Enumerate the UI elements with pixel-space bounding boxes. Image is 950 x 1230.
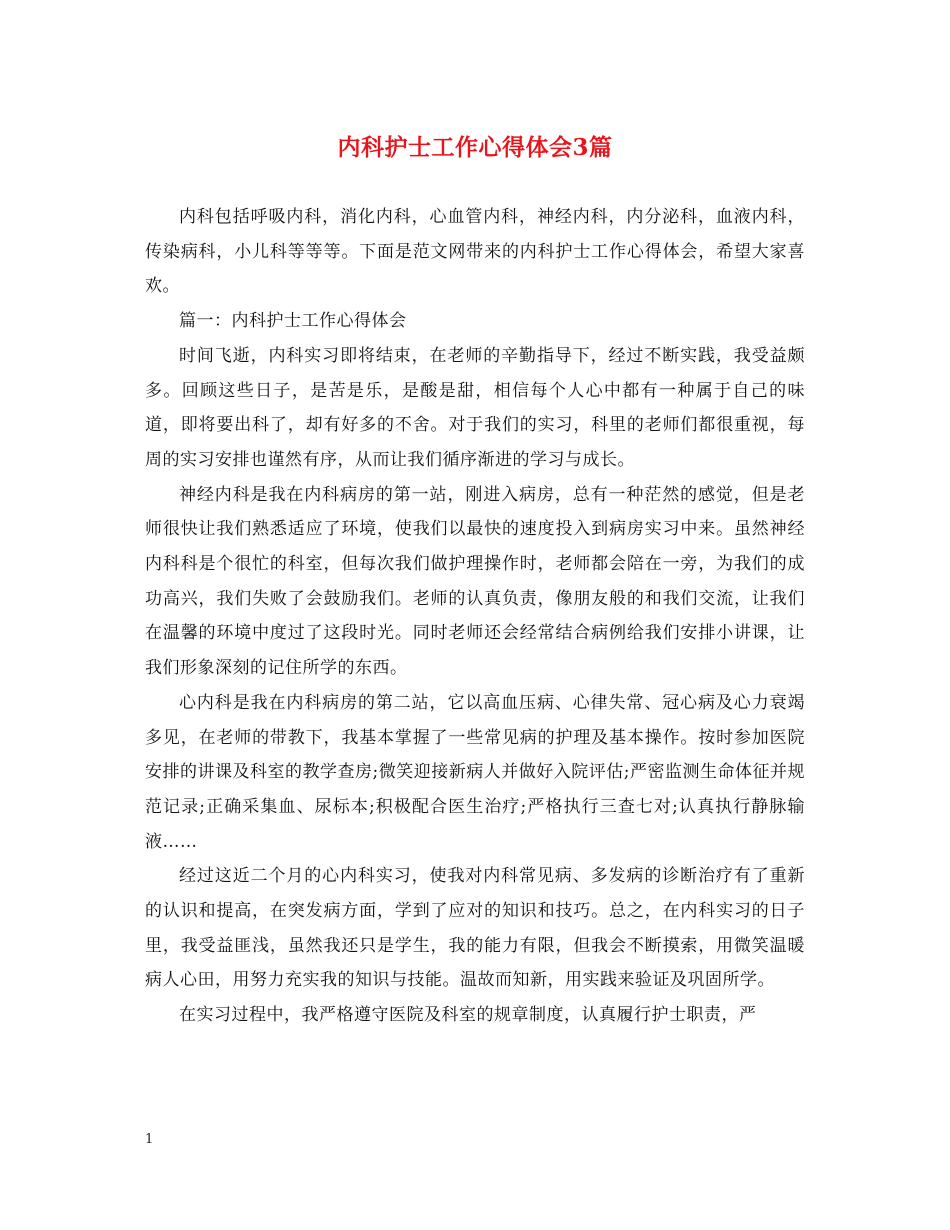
document-title: 内科护士工作心得体会3篇 [337, 134, 613, 161]
paragraph-intro: 内科包括呼吸内科，消化内科，心血管内科，神经内科，内分泌科，血液内科，传染病科，小儿科等等等。下面是范文网带来的内科护士工作心得体会，希望大家喜欢。 [145, 207, 805, 297]
section-heading: 篇一：内科护士工作心得体会 [179, 311, 407, 332]
paragraph-2: 神经内科是我在内科病房的第一站，刚进入病房，总有一种茫然的感觉，但是老师很快让我们熟悉适应了环境，使我们以最快的速度投入到病房实习中来。虽然神经内科科是个很忙的科室，但每次我们做护理操作时，老师都会陪在一旁，为我们的成功高兴，我们失败了会鼓励我们。老师的认真负责，像朋友般的和我们交流，让我们在温馨的环境中度过了这段时光。同时老师还会经常结合病例给我们安排小讲课，让我们形象深刻的记住所学的东西。 [145, 484, 805, 679]
document-body [145, 200, 805, 1033]
page-number: 1 [145, 1132, 154, 1147]
paragraph-5: 在实习过程中，我严格遵守医院及科室的规章制度，认真履行护士职责，严 [179, 1005, 757, 1026]
paragraph-1: 时间飞逝，内科实习即将结束，在老师的辛勤指导下，经过不断实践，我受益颇多。回顾这些日子，是苦是乐，是酸是甜，相信每个人心中都有一种属于自己的味道，即将要出科了，却有好多的不舍。对于我们的实习，科里的老师们都很重视，每周的实习安排也谨然有序，从而让我们循序渐进的学习与成长。 [145, 345, 805, 470]
paragraph-4: 经过这近二个月的心内科实习，使我对内科常见病、多发病的诊断治疗有了重新的认识和提高，在突发病方面，学到了应对的知识和技巧。总之，在内科实习的日子里，我受益匪浅，虽然我还只是学生，我的能力有限，但我会不断摸索，用微笑温暖病人心田，用努力充实我的知识与技能。温故而知新，用实践来验证及巩固所学。 [145, 866, 805, 991]
paragraph-3: 心内科是我在内科病房的第二站，它以高血压病、心律失常、冠心病及心力衰竭多见，在老师的带教下，我基本掌握了一些常见病的护理及基本操作。按时参加医院安排的讲课及科室的教学查房;微笑迎接新病人并做好入院评估;严密监测生命体征并规范记录;正确采集血、尿标本;积极配合医生治疗;严格执行三查七对;认真执行静脉输液…… [145, 692, 805, 852]
